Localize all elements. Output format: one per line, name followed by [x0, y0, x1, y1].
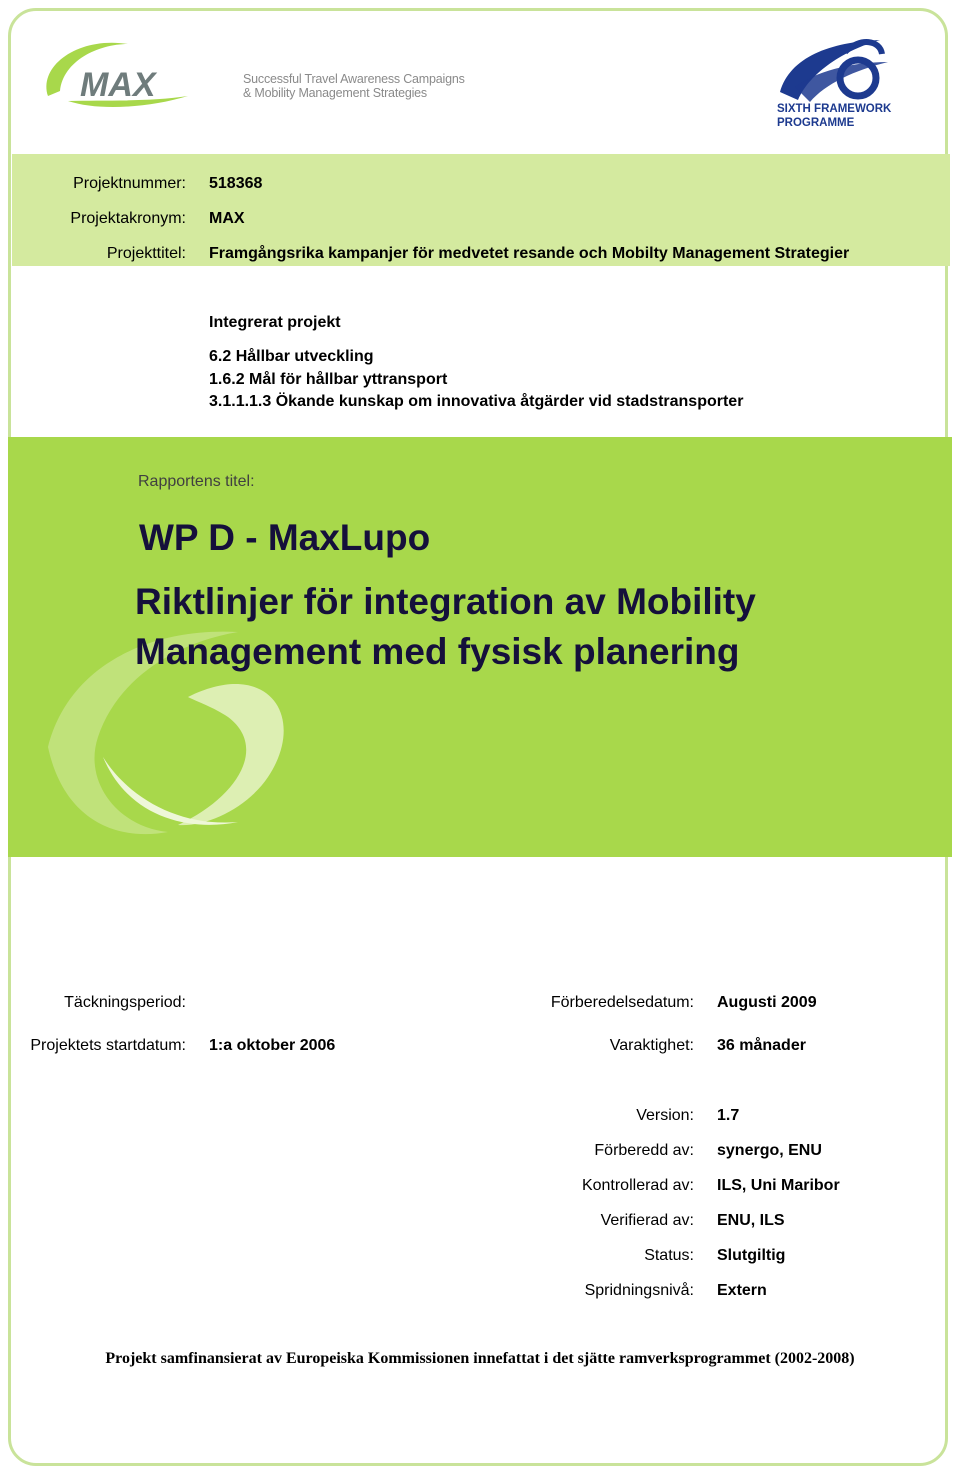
classification-line3: 3.1.1.1.3 Ökande kunskap om innovativa åtgärder vid stadstransporter [209, 393, 744, 410]
max-tagline [243, 72, 465, 100]
report-main-title [135, 577, 915, 677]
fp6-text-line2: PROGRAMME [777, 117, 855, 129]
status-label: Status: [644, 1247, 694, 1264]
project-type: Integrerat projekt [209, 314, 341, 331]
version-label: Version: [636, 1107, 694, 1124]
report-title-label: Rapportens titel: [138, 473, 255, 490]
verified-by-value: ENU, ILS [717, 1212, 785, 1229]
dissemination-label: Spridningsnivå: [584, 1282, 694, 1299]
max-tagline-line1: Successful Travel Awareness Campaigns [243, 72, 465, 86]
max-logo-text: MAX [80, 66, 156, 104]
duration-label: Varaktighet: [609, 1037, 694, 1054]
project-title-label: Projekttitel: [106, 245, 186, 262]
max-logo [38, 36, 228, 116]
prep-date-label: Förberedelsedatum: [550, 994, 694, 1011]
max-tagline-line2: & Mobility Management Strategies [243, 86, 427, 100]
start-date-label: Projektets startdatum: [30, 1037, 186, 1054]
coverage-label: Täckningsperiod: [64, 994, 186, 1011]
status-value: Slutgiltig [717, 1247, 786, 1264]
duration-value: 36 månader [717, 1037, 806, 1054]
report-title-block [8, 437, 952, 857]
prepared-by-label: Förberedd av: [594, 1142, 694, 1159]
prep-date-value: Augusti 2009 [717, 994, 817, 1011]
classification-line2: 1.6.2 Mål för hållbar yttransport [209, 371, 448, 388]
checked-by-label: Kontrollerad av: [581, 1177, 694, 1194]
project-acronym-label: Projektakronym: [70, 210, 186, 227]
checked-by-value: ILS, Uni Maribor [717, 1177, 840, 1194]
project-number-value: 518368 [209, 175, 263, 192]
wp-title: WP D - MaxLupo [139, 517, 431, 558]
dissemination-value: Extern [717, 1282, 767, 1299]
prepared-by-value: synergo, ENU [717, 1142, 822, 1159]
project-number-label: Projektnummer: [73, 175, 186, 192]
version-value: 1.7 [717, 1107, 740, 1124]
verified-by-label: Verifierad av: [600, 1212, 694, 1229]
classification-line1: 6.2 Hållbar utveckling [209, 348, 374, 365]
cofunding-note: Projekt samfinansierat av Europeiska Kommissionen innefattat i det sjätte ramverksprogrammet (2002-2008) [105, 1350, 855, 1367]
project-acronym-value: MAX [209, 210, 245, 227]
fp6-text-line1: SIXTH FRAMEWORK [777, 103, 892, 115]
project-title-value: Framgångsrika kampanjer för medvetet resande och Mobilty Management Strategier [209, 245, 850, 262]
start-date-value: 1:a oktober 2006 [209, 1037, 336, 1054]
report-title-line2: Management med fysisk planering [135, 631, 740, 672]
fp6-text [777, 102, 891, 130]
report-title-line1: Riktlinjer för integration av Mobility [135, 581, 756, 622]
